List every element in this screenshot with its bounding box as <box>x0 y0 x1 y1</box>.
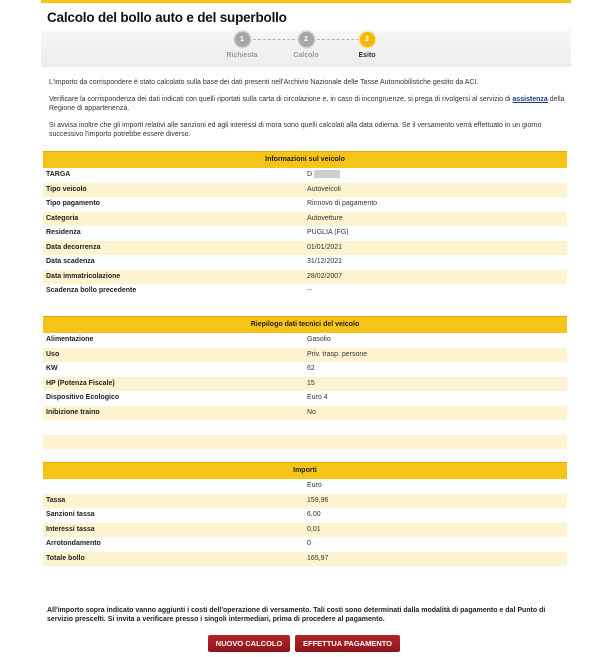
section-header: Informazioni sul veicolo <box>43 151 567 168</box>
intro-paragraph: L'importo da corrispondere è stato calcolato sulla base dei dati presenti nell'Archivio Nazionale delle Tasse Automobilistiche gestito da ACI. <box>49 79 479 86</box>
step-number: 1 <box>235 32 250 47</box>
plate-value: D <box>307 171 313 178</box>
vehicle-info-table <box>43 151 567 299</box>
table-row <box>43 241 567 256</box>
new-calculation-button[interactable]: NUOVO CALCOLO <box>208 635 290 652</box>
step-number: 2 <box>299 32 314 47</box>
row-label: Dispositivo Ecologico <box>46 394 120 401</box>
row-value: Gasolio <box>307 336 331 343</box>
section-header: Importi <box>43 462 567 479</box>
row-value: 6,00 <box>307 511 321 518</box>
row-label: Tassa <box>46 496 66 504</box>
table-row <box>43 348 567 363</box>
row-value: Priv. trasp. persone <box>307 350 368 358</box>
row-value: 0 <box>307 540 311 547</box>
title-bar <box>41 0 571 30</box>
table-row <box>43 391 567 406</box>
table-row <box>43 255 567 270</box>
table-row <box>43 362 567 377</box>
step-label: Richiesta <box>226 52 258 59</box>
table-row <box>43 406 567 421</box>
row-label: Sanzioni tassa <box>46 511 95 518</box>
table-row <box>43 270 567 285</box>
row-value: 0,01 <box>307 525 321 533</box>
row-label: Data scadenza <box>46 258 95 265</box>
table-row <box>43 537 567 552</box>
step-number: 3 <box>360 32 375 47</box>
row-label: KW <box>46 365 58 372</box>
table-row <box>43 377 567 392</box>
row-value: Autoveicoli <box>307 185 341 193</box>
intro-text <box>49 78 569 147</box>
row-label: Inibizione traino <box>46 408 100 416</box>
table-row <box>43 212 567 227</box>
table-row-empty <box>43 435 567 450</box>
row-value: 15 <box>307 379 315 387</box>
row-value: Euro 4 <box>307 394 328 401</box>
row-label: HP (Potenza Fiscale) <box>46 379 115 387</box>
row-value: -- <box>307 287 312 294</box>
intro-text-part: Verificare la corrispondenza dei dati indicati con quelli riportati sulla carta di circolazione e, in caso di incongruenze, si prega di rivolgersi al servizio di <box>49 96 513 103</box>
row-value: 165,97 <box>307 554 329 562</box>
table-row <box>43 284 567 299</box>
row-label: Tipo veicolo <box>46 185 87 193</box>
table-row <box>43 508 567 523</box>
row-label: Uso <box>46 350 60 358</box>
table-row <box>43 523 567 538</box>
table-row <box>43 168 567 183</box>
row-value: 28/02/2007 <box>307 272 343 280</box>
action-buttons <box>0 635 610 653</box>
tech-summary-table <box>43 316 567 464</box>
page-title: Calcolo del bollo auto e del superbollo <box>47 10 287 25</box>
currency-label: Euro <box>307 482 322 489</box>
row-value: 01/01/2021 <box>307 243 343 251</box>
row-label: Totale bollo <box>46 554 85 562</box>
row-value: Rinnovo di pagamento <box>307 200 378 207</box>
row-label: Alimentazione <box>46 336 94 343</box>
table-row <box>43 479 567 494</box>
row-value: Autovetture <box>307 214 343 222</box>
row-value: PUGLIA (FG) <box>307 229 349 236</box>
make-payment-button[interactable]: EFFETTUA PAGAMENTO <box>295 635 400 652</box>
row-label: TARGA <box>46 171 71 178</box>
table-row-empty <box>43 420 567 435</box>
step-esito <box>342 32 392 59</box>
section-header: Riepilogo dati tecnici del veicolo <box>43 316 567 333</box>
stepper <box>41 30 571 67</box>
table-row <box>43 226 567 241</box>
step-calcolo <box>281 32 331 59</box>
row-label: Tipo pagamento <box>46 200 100 207</box>
step-label: Calcolo <box>293 52 319 59</box>
table-row <box>43 494 567 509</box>
assistenza-link[interactable]: assistenza <box>512 96 548 103</box>
intro-paragraph <box>49 95 569 113</box>
row-value <box>307 168 340 183</box>
row-label: Data decorrenza <box>46 243 101 251</box>
table-row <box>43 183 567 198</box>
row-value: 31/12/2021 <box>307 258 343 265</box>
table-row <box>43 197 567 212</box>
table-row <box>43 333 567 348</box>
row-label: Scadenza bollo precedente <box>46 287 137 294</box>
row-label: Interessi tassa <box>46 525 95 533</box>
plate-redaction <box>314 170 340 178</box>
row-label: Data immatricolazione <box>46 272 121 280</box>
intro-text-part: della Regione di appartenenza. <box>49 96 565 112</box>
row-value: 159,96 <box>307 496 329 504</box>
step-richiesta <box>217 32 267 59</box>
row-label: Residenza <box>46 229 81 236</box>
intro-paragraph: Si avvisa inoltre che gli importi relativi alle sanzioni ed agli interessi di mora sono quelli calcolati alla data odierna. Se il versamento verrà effettuato in un giorno successivo l'importo potrebbe essere diverso. <box>49 122 542 138</box>
row-value: 62 <box>307 365 315 372</box>
step-label: Esito <box>358 52 376 59</box>
row-label: Arrotondamento <box>46 540 101 547</box>
row-label: Categoria <box>46 214 79 222</box>
amounts-table <box>43 462 567 566</box>
table-row <box>43 552 567 567</box>
footer-note: All'importo sopra indicato vanno aggiunti i costi dell'operazione di versamento. Tali costi sono determinati dalla modalità di pagamento e dal Punto di servizio prescelti. Si invita a verificare presso i singoli intermediari, prima di procedere al pagamento. <box>47 607 546 623</box>
row-value: No <box>307 408 316 416</box>
